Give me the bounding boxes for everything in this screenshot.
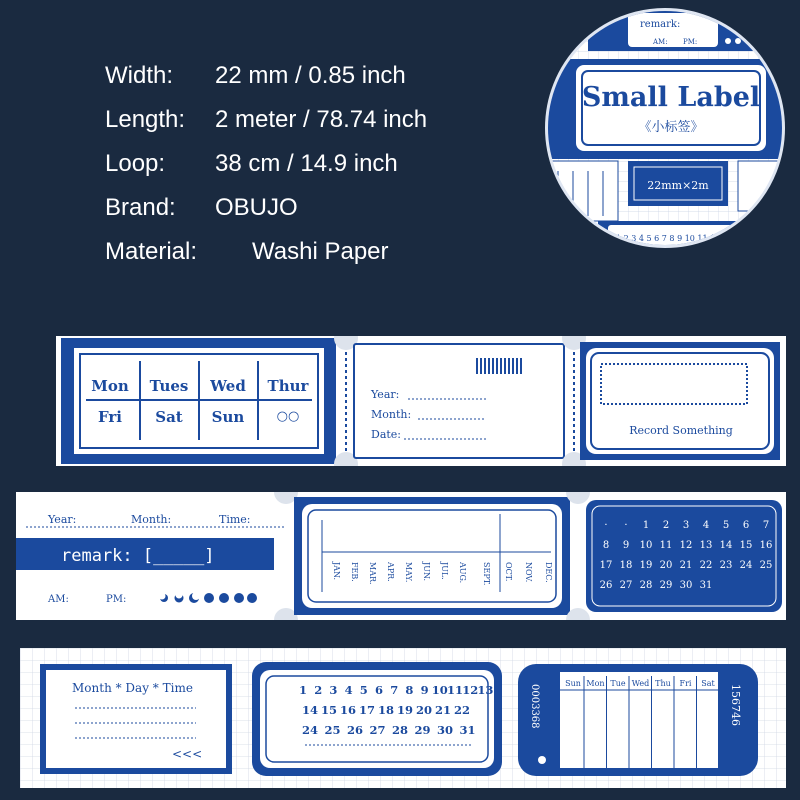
calendar-day: 26 [346, 723, 364, 737]
tape-2-art [16, 492, 786, 620]
calendar-day: 1 [642, 520, 650, 531]
month-label: OCT. [504, 562, 513, 582]
closeup-pm: PM: [683, 38, 698, 46]
calendar-day: 15 [739, 540, 753, 551]
tape1-year-label: Year: [371, 388, 400, 401]
tape2-month-label: Month: [131, 513, 172, 526]
tape3-header: Month * Day * Time [72, 681, 193, 695]
spec-value: OBUJO [215, 194, 298, 221]
calendar-day: 24 [739, 560, 753, 571]
calendar-day: · [604, 520, 608, 531]
calendar-day: 16 [759, 540, 773, 551]
weekday-label: Wed [631, 679, 650, 688]
tape-3-art [20, 648, 786, 788]
calendar-day: 16 [339, 703, 357, 717]
spec-label: Loop: [105, 150, 166, 177]
month-label: JUN. [422, 562, 431, 581]
spec-value: Washi Paper [252, 238, 389, 265]
month-label: MAR. [368, 562, 377, 585]
arrows-icon: <<< [172, 747, 203, 761]
calendar-day: 18 [619, 560, 633, 571]
day-tues: Tues [149, 377, 189, 395]
calendar-day: 25 [759, 560, 773, 571]
calendar-day: 1 [298, 683, 308, 697]
tape-strip-1 [56, 336, 786, 466]
calendar-day: · [624, 520, 628, 531]
calendar-day: 17 [358, 703, 376, 717]
calendar-day: 3 [329, 683, 338, 697]
calendar-day: 6 [374, 683, 384, 697]
calendar-day: 20 [415, 703, 433, 717]
calendar-day: 28 [639, 580, 653, 591]
calendar-day: 22 [699, 560, 713, 571]
day-sat: Sat [155, 408, 183, 426]
calendar-day: 17 [599, 560, 613, 571]
calendar-day: 28 [391, 723, 409, 737]
month-label: SEPT. [482, 562, 491, 586]
day-mon: Mon [91, 377, 129, 395]
calendar-day: 19 [396, 703, 414, 717]
svg-text:1 2 3 4 5 6 7 8 9 10 11 12: 1 2 3 4 5 6 7 8 9 10 11 12 [616, 234, 721, 243]
closeup-image [545, 8, 785, 248]
calendar-day: 20 [659, 560, 673, 571]
closeup-title: Small Label [581, 82, 761, 113]
day-wed: Wed [210, 377, 246, 395]
calendar-day: 27 [619, 580, 633, 591]
day-blank-circles: ○○ [276, 409, 300, 424]
spec-label: Width: [105, 62, 174, 89]
spec-value: 38 cm / 14.9 inch [215, 150, 398, 177]
calendar-day: 2 [314, 683, 323, 697]
calendar-day: 18 [377, 703, 395, 717]
calendar-day: 19 [639, 560, 653, 571]
serial-right: 156746 [729, 684, 742, 726]
calendar-day: 11 [446, 683, 464, 697]
month-label: NOV. [524, 562, 533, 583]
calendar-day: 13 [477, 683, 494, 697]
spec-label: Length: [105, 106, 186, 133]
spec-label: Material: [105, 238, 198, 265]
calendar-day: 26 [599, 580, 613, 591]
calendar-day: 10 [431, 683, 448, 697]
calendar-day: 22 [453, 703, 471, 717]
calendar-day: 8 [602, 540, 610, 551]
tape2-remark: remark: [_____] [61, 546, 215, 566]
closeup-subtitle: 《小标签》 [638, 120, 704, 135]
closeup-size: 22mm×2m [647, 179, 709, 192]
serial-left: 0003368 [529, 684, 540, 729]
tape-strip-2 [16, 492, 786, 620]
tape-strip-3 [20, 648, 786, 788]
calendar-day: 14 [301, 703, 319, 717]
day-fri: Fri [98, 408, 122, 426]
spec-value: 22 mm / 0.85 inch [215, 62, 406, 89]
calendar-day: 14 [719, 540, 733, 551]
tape2-time-label: Time: [219, 513, 251, 526]
month-label: AUG. [458, 562, 467, 584]
calendar-day: 7 [390, 683, 399, 697]
calendar-day: 10 [639, 540, 653, 551]
calendar-day: 24 [301, 723, 319, 737]
tape2-pm-label: PM: [106, 594, 127, 605]
tape1-month-label: Month: [371, 408, 412, 421]
calendar-day: 9 [622, 540, 630, 551]
calendar-day: 25 [324, 723, 341, 737]
hole-icon [538, 756, 546, 764]
closeup-tape [548, 11, 785, 248]
calendar-day: 31 [459, 723, 476, 737]
weekday-label: Sun [565, 679, 581, 688]
month-label: APR. [386, 562, 395, 582]
tape-1-art [56, 336, 786, 466]
calendar-day: 2 [662, 520, 670, 531]
month-label: MAY. [404, 562, 413, 583]
tape1-date-label: Date: [371, 428, 402, 441]
calendar-day: 11 [659, 540, 673, 551]
calendar-day: 9 [420, 683, 429, 697]
day-sun: Sun [211, 408, 245, 426]
weekday-label: Thu [655, 679, 671, 688]
calendar-day: 31 [699, 580, 713, 591]
record-something-label: Record Something [629, 424, 733, 437]
calendar-day: 21 [679, 560, 693, 571]
tape2-am-label: AM: [48, 594, 69, 605]
weekday-label: Tue [610, 679, 626, 688]
calendar-day: 13 [699, 540, 713, 551]
spec-label: Brand: [105, 194, 176, 221]
calendar-day: 15 [320, 703, 338, 717]
moon-phase-icons [160, 593, 257, 603]
month-label: FEB. [350, 562, 359, 582]
calendar-day: 7 [762, 520, 770, 531]
calendar-day: 23 [719, 560, 733, 571]
calendar-day: 27 [369, 723, 386, 737]
calendar-day: 29 [659, 580, 673, 591]
closeup-am: AM: [653, 38, 668, 46]
month-label: DEC. [544, 562, 553, 583]
weekday-label: Mon [586, 679, 605, 688]
calendar-day: 6 [742, 520, 750, 531]
calendar-day: 5 [359, 683, 368, 697]
spec-value: 2 meter / 78.74 inch [215, 106, 428, 133]
calendar-day: 29 [414, 723, 431, 737]
month-label: JAN. [332, 562, 341, 581]
tape2-year-label: Year: [48, 513, 77, 526]
calendar-day: 12 [679, 540, 693, 551]
day-thur: Thur [267, 377, 309, 395]
month-label: JUL. [440, 562, 449, 580]
calendar-day: 30 [679, 580, 693, 591]
weekday-label: Sat [701, 679, 715, 688]
calendar-day: 3 [682, 520, 690, 531]
calendar-day: 4 [344, 683, 353, 697]
calendar-day: 12 [462, 683, 479, 697]
calendar-day: 21 [434, 703, 452, 717]
calendar-day: 30 [436, 723, 454, 737]
calendar-day: 5 [722, 520, 730, 531]
weekday-label: Fri [679, 679, 692, 688]
closeup-remark: remark: [640, 19, 681, 30]
calendar-day: 8 [405, 683, 414, 697]
calendar-day: 4 [702, 520, 710, 531]
